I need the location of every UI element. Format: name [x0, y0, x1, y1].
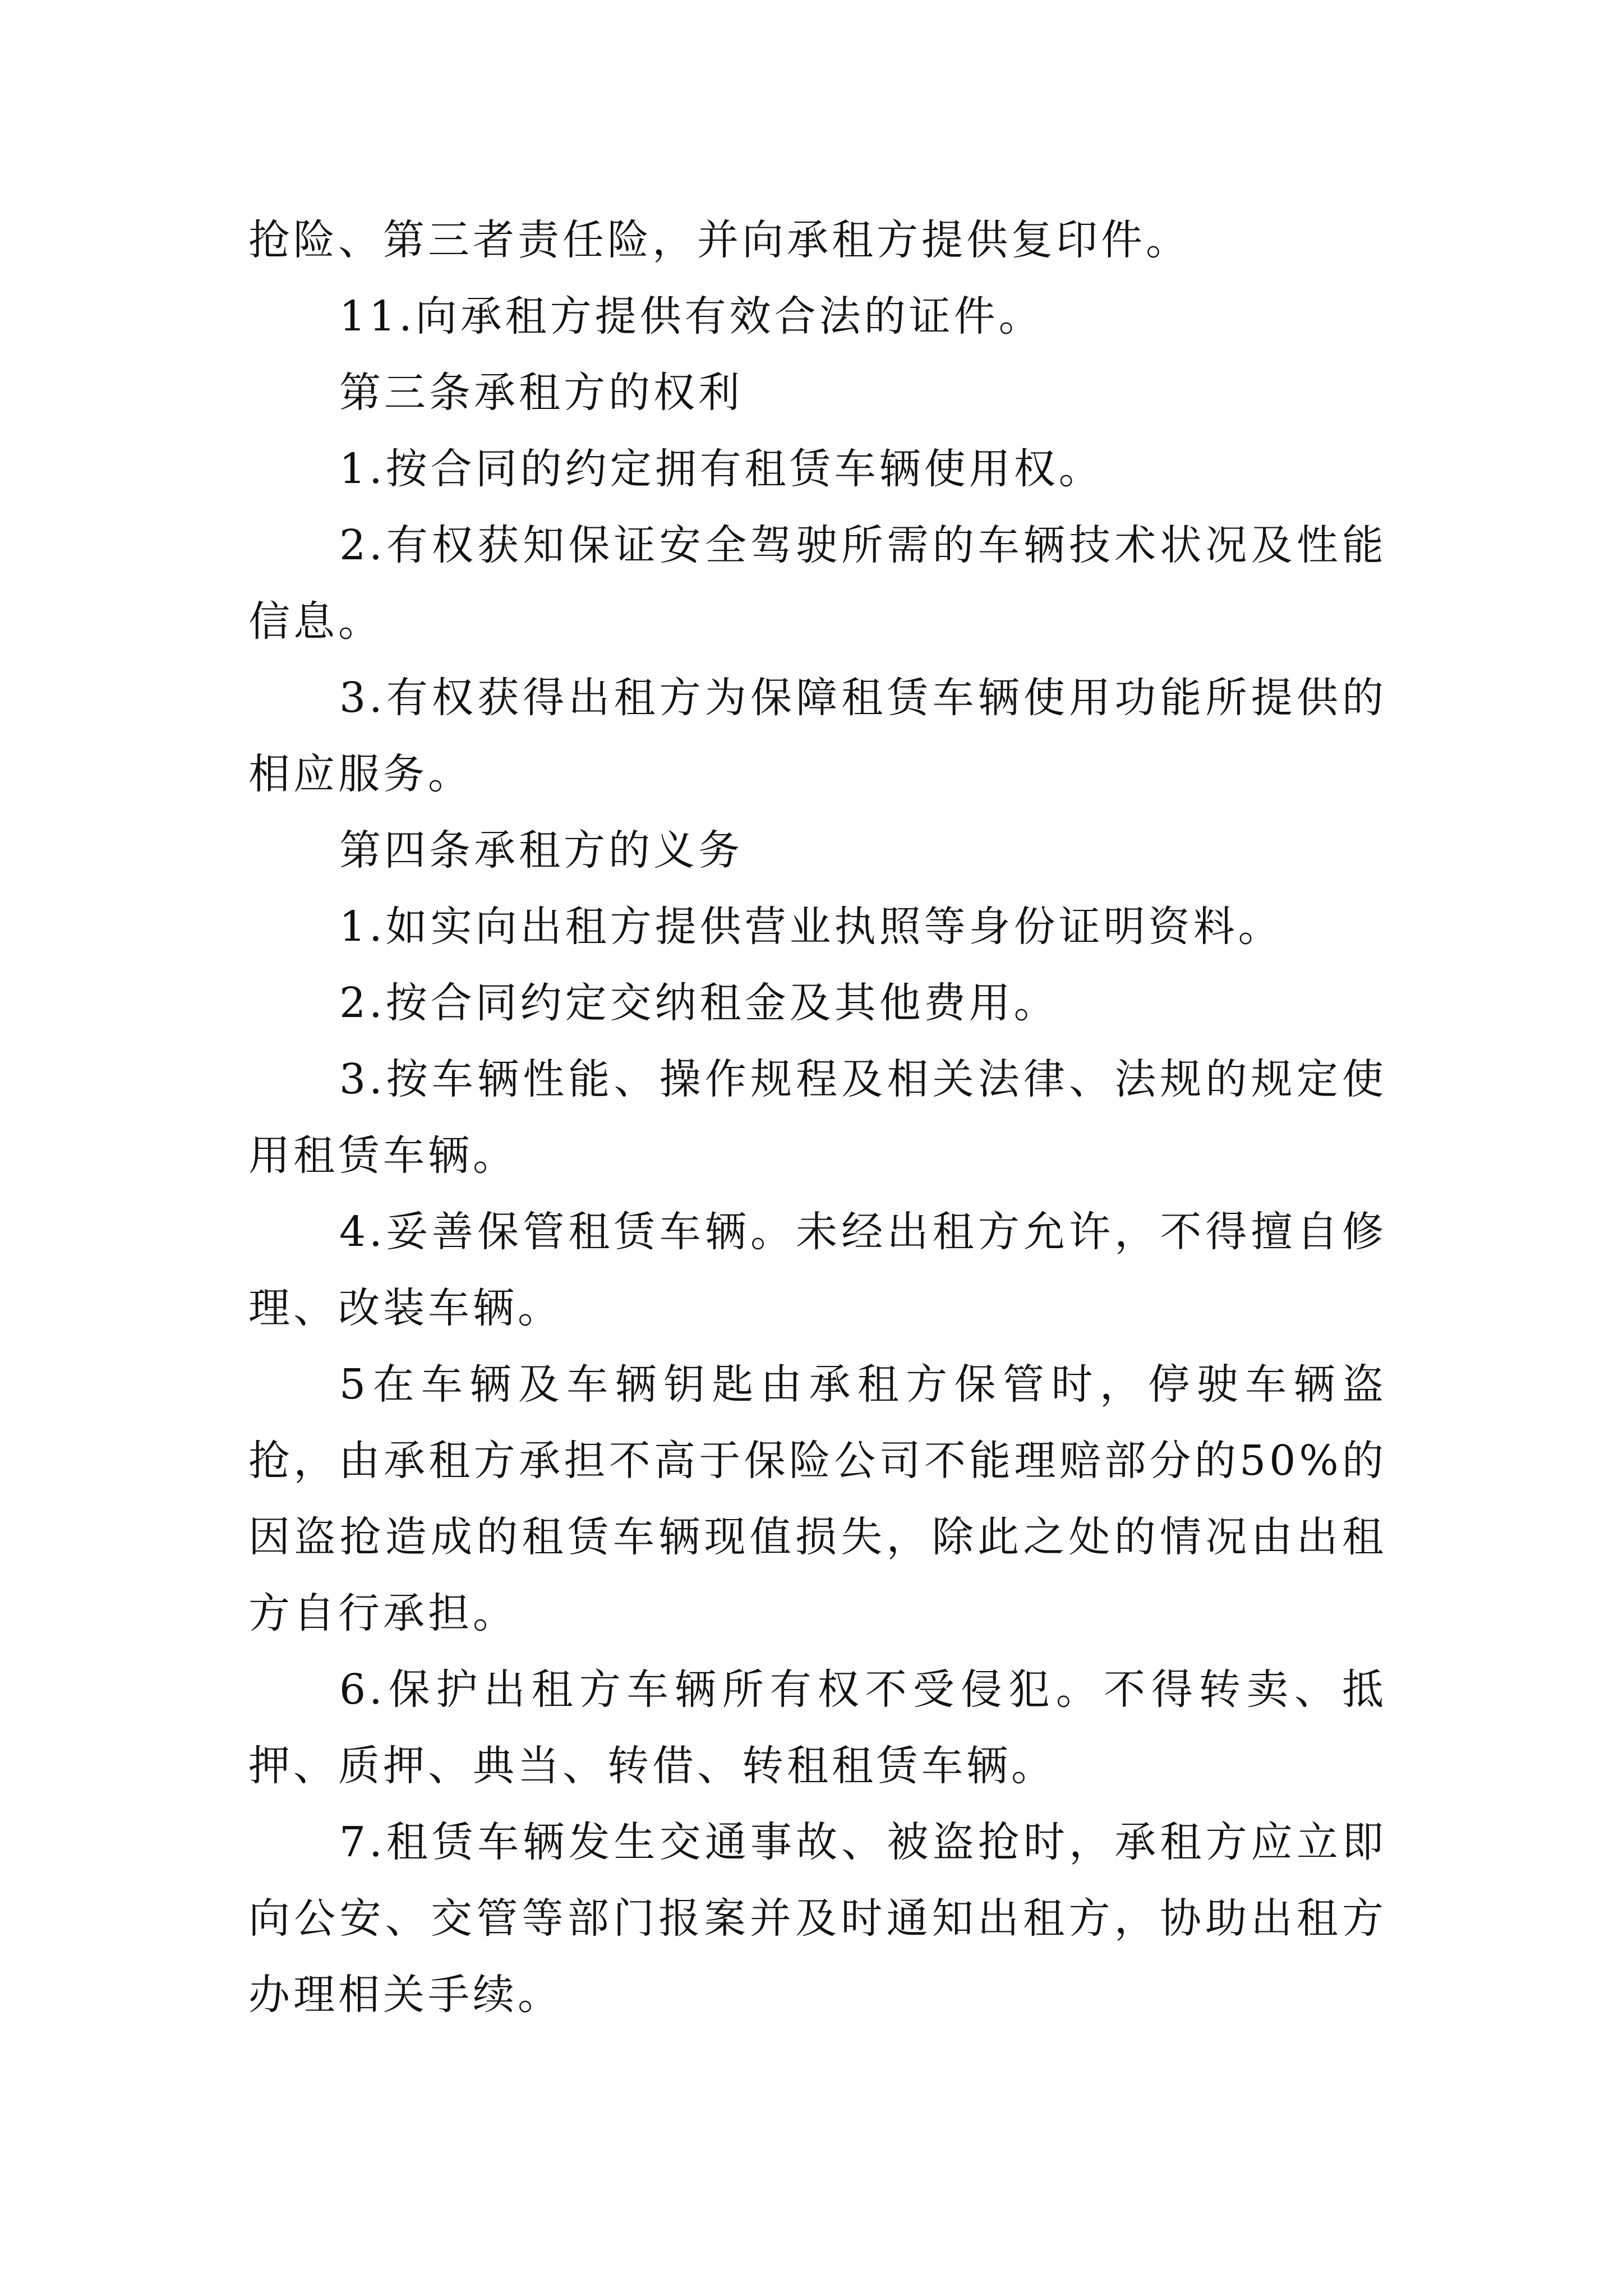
paragraph-insurance-copy: 抢险、第三者责任险，并向承租方提供复印件。 — [248, 216, 1191, 264]
paragraph-rights-item-1: 1.按合同的约定拥有租赁车辆使用权。 — [339, 445, 1104, 493]
paragraph-obligations-item-6: 6.保护出租方车辆所有权不受侵犯。不得转卖、抵押、质押、典当、转借、转租租赁车辆。 — [248, 1665, 1387, 1790]
document-body — [248, 202, 1387, 2033]
paragraph-lessor-item-11: 11.向承租方提供有效合法的证件。 — [339, 292, 1044, 341]
paragraph-obligations-item-2: 2.按合同约定交纳租金及其他费用。 — [339, 979, 1059, 1027]
paragraph-rights-item-3: 3.有权获得出租方为保障租赁车辆使用功能所提供的相应服务。 — [248, 674, 1387, 798]
paragraph-obligations-item-7: 7.租赁车辆发生交通事故、被盗抢时，承租方应立即向公安、交管等部门报案并及时通知出租方，协助出租方办理相关手续。 — [248, 1818, 1387, 2019]
section-heading-lessee-rights: 第三条承租方的权利 — [339, 369, 743, 417]
paragraph-obligations-item-1: 1.如实向出租方提供营业执照等身份证明资料。 — [339, 903, 1283, 951]
paragraph-obligations-item-4: 4.妥善保管租赁车辆。未经出租方允许，不得擅自修理、改装车辆。 — [248, 1208, 1387, 1332]
section-heading-lessee-obligations: 第四条承租方的义务 — [339, 826, 743, 875]
paragraph-obligations-item-3: 3.按车辆性能、操作规程及相关法律、法规的规定使用租赁车辆。 — [248, 1055, 1387, 1180]
paragraph-rights-item-2: 2.有权获知保证安全驾驶所需的车辆技术状况及性能信息。 — [248, 521, 1387, 646]
paragraph-obligations-item-5: 5在车辆及车辆钥匙由承租方保管时，停驶车辆盗抢，由承租方承担不高于保险公司不能理赔部分的50%的因盗抢造成的租赁车辆现值损失，除此之处的情况由出租方自行承担。 — [248, 1360, 1387, 1637]
